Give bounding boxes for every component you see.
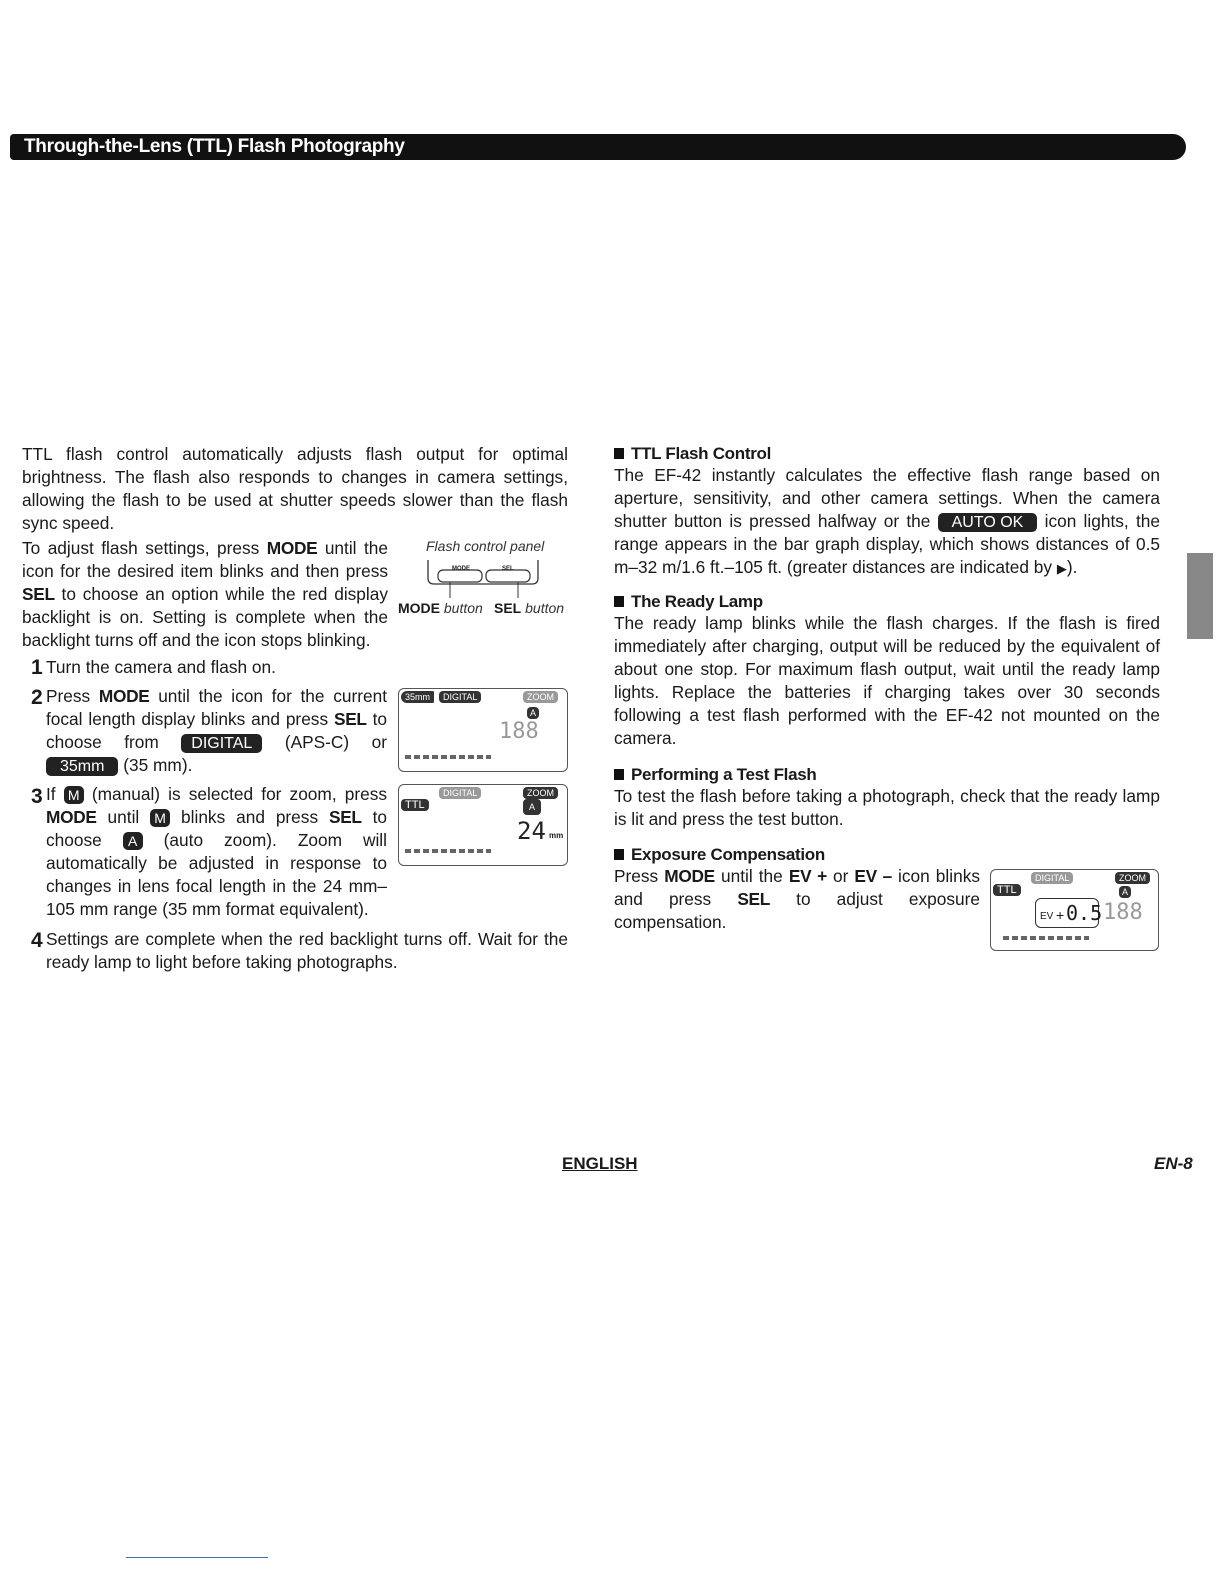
lcd-zoom-display (398, 784, 568, 866)
panel-mode-key: MODE (452, 566, 470, 572)
section-title: Through-the-Lens (TTL) Flash Photography (24, 136, 405, 157)
ttl-flash-control-section (614, 444, 1160, 580)
ttl-flash-control-text: The EF-42 instantly calculates the effective flash range based on aperture, sensitivity, and other camera settings. When the camera shutter button is pressed halfway or the AUTO OK icon lights, the range appears in the bar graph display, which shows distances of 0.5 m–32 m/1.6 ft.–105 ft. (greater distances are indicated by ▶). (614, 465, 1160, 577)
bar-graph (1003, 936, 1089, 940)
panel-diagram (398, 556, 568, 606)
bar-graph (405, 849, 491, 853)
digital-tag: DIGITAL (181, 734, 262, 753)
step-number: 2 (31, 686, 43, 709)
chip-digital: DIGITAL (439, 691, 481, 703)
test-flash-section (614, 765, 1160, 831)
footer-language: ENGLISH (562, 1154, 638, 1173)
exposure-compensation-section (614, 845, 980, 934)
lcd-readout: 24 (517, 817, 546, 845)
arrow-right-icon: ▶ (1056, 561, 1067, 576)
exposure-compensation-text: Press MODE until the EV + or EV – icon blinks and press SEL to adjust exposure compensation. (614, 866, 980, 932)
a-icon: A (523, 799, 541, 815)
flash-control-panel-figure (398, 536, 568, 626)
section-heading: The Ready Lamp (614, 592, 1160, 612)
section-heading: Performing a Test Flash (614, 765, 1160, 785)
test-flash-text: To test the flash before taking a photograph, check that the ready lamp is lit and press the test button. (614, 786, 1160, 829)
step-3-text: If M (manual) is selected for zoom, press MODE until M blinks and press SEL to choose A (auto zoom). Zoom will automatically be adjusted in response to changes in lens focal length in the 24 mm–105 mm range (35 mm format equivalent). (46, 784, 388, 919)
m-icon: M (64, 786, 84, 804)
step-1-text: Turn the camera and flash on. (46, 657, 276, 677)
section-heading: TTL Flash Control (614, 444, 1160, 464)
chip-digital: DIGITAL (1031, 872, 1073, 884)
chip-ttl: TTL (993, 884, 1021, 896)
ev-value: 0.5 (1066, 901, 1103, 925)
35mm-tag: 35mm (46, 757, 118, 776)
section-header-bar (10, 134, 1186, 160)
ev-box: EV + 0.5 (1035, 898, 1099, 928)
chapter-tab (1187, 553, 1213, 639)
chip-zoom: ZOOM (523, 787, 558, 799)
a-icon: A (527, 707, 539, 719)
intro-paragraph: TTL flash control automatically adjusts flash output for optimal brightness. The flash also responds to changes in camera settings, allowing the flash to be used at shutter speeds slower than the flash sync speed. (22, 444, 568, 533)
step-4-text: Settings are complete when the red backlight turns off. Wait for the ready lamp to light before taking photographs. (46, 929, 568, 972)
ready-lamp-text: The ready lamp blinks while the flash charges. If the flash is fired immediately after charging, output will be reduced by the equivalent of about one stop. For maximum flash output, wait until the ready lamp lights. Replace the batteries if charging takes over 30 seconds following a test flash performed with the EF-42 not mounted on the camera. (614, 613, 1160, 748)
bar-graph (405, 755, 491, 759)
step-number: 4 (31, 929, 43, 952)
lcd-readout: 188 (499, 719, 539, 744)
a-icon: A (123, 832, 143, 850)
step-2-text: Press MODE until the icon for the current focal length display blinks and press SEL to choose from DIGITAL (APS-C) or 35mm (35 mm). (46, 686, 388, 775)
unit-mm: mm (549, 831, 564, 840)
step-number: 1 (31, 656, 43, 679)
a-icon: A (1119, 886, 1131, 898)
panel-caption: Flash control panel (426, 538, 545, 554)
sel-button-label: SEL button (494, 600, 565, 616)
chip-ttl: TTL (401, 799, 429, 811)
step-number: 3 (31, 785, 43, 808)
bottom-rule (126, 1557, 268, 1558)
mode-button-label: MODE button (398, 600, 483, 616)
lcd-focal-length-display (398, 688, 568, 772)
chip-35mm: 35mm (401, 691, 434, 703)
chip-zoom: ZOOM (1115, 872, 1150, 884)
lcd-exposure-display (990, 869, 1159, 951)
panel-sel-key: SEL (502, 566, 514, 572)
chip-digital: DIGITAL (439, 787, 481, 799)
ready-lamp-section (614, 592, 1160, 750)
chip-zoom: ZOOM (523, 691, 558, 703)
m-icon: M (150, 809, 170, 827)
section-heading: Exposure Compensation (614, 845, 980, 865)
lcd-readout: 188 (1103, 900, 1143, 925)
footer-page-number: EN-8 (1154, 1154, 1193, 1173)
adjust-paragraph: To adjust flash settings, press MODE until the icon for the desired item blinks and then press SEL to choose an option while the red display backlight is on. Setting is complete when the backlight turns off and the icon stops blinking. (22, 538, 388, 650)
auto-ok-tag: AUTO OK (938, 513, 1038, 532)
